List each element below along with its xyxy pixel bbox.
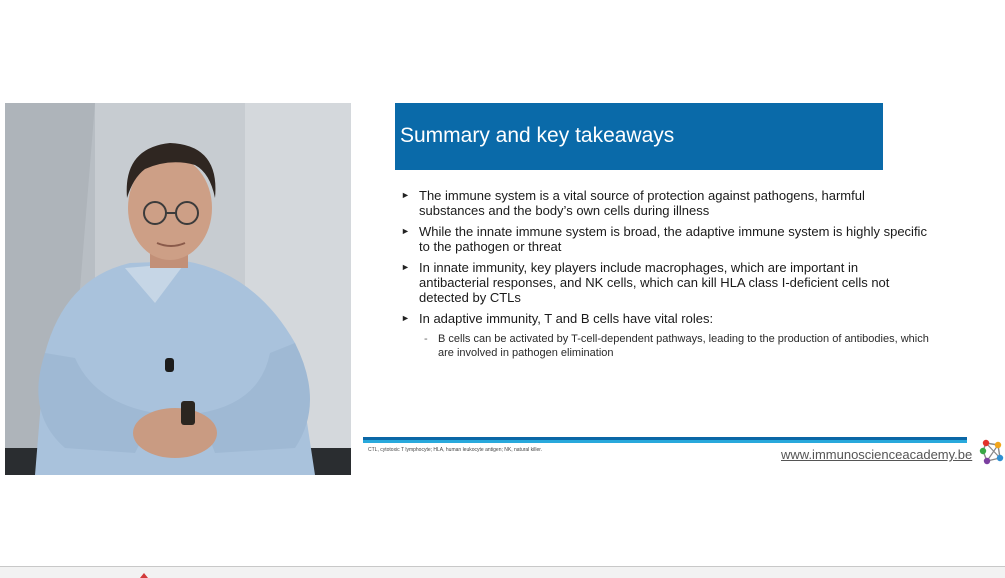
- bullet-item: [399, 260, 929, 305]
- bullet-text: In innate immunity, key players include macrophages, which are important in antibacterial responses, and NK cells, which can kill HLA class I-deficient cells not detected by CTLs: [419, 260, 890, 305]
- bullet-text: While the innate immune system is broad, the adaptive immune system is highly specific to the pathogen or threat: [419, 224, 927, 254]
- triangle-bullet-icon: ►: [401, 313, 410, 323]
- dash-bullet-icon: -: [424, 333, 428, 345]
- slide-title: Summary and key takeaways: [400, 124, 675, 147]
- website-link[interactable]: www.immunoscienceacademy.be: [781, 447, 973, 462]
- presenter-image: [5, 103, 351, 475]
- triangle-bullet-icon: ►: [401, 262, 410, 272]
- sub-bullet-item: [399, 332, 929, 360]
- footer-rule-light: [363, 440, 967, 443]
- academy-logo-icon: [978, 436, 1005, 468]
- bullet-list: [399, 188, 929, 360]
- bullet-text: The immune system is a vital source of protection against pathogens, harmful substances and the body’s own cells during illness: [419, 188, 865, 218]
- abbreviations-footnote: CTL, cytotoxic T lymphocyte; HLA, human leukocyte antigen; NK, natural killer.: [368, 447, 543, 453]
- presenter-video[interactable]: [5, 103, 351, 475]
- triangle-bullet-icon: ►: [401, 190, 410, 200]
- sub-bullet-text: B cells can be activated by T-cell-dependent pathways, leading to the production of antibodies, which are involved in pathogen elimination: [438, 333, 929, 359]
- triangle-bullet-icon: ►: [401, 226, 410, 236]
- slide-title-bar: [395, 103, 883, 170]
- progress-marker-icon[interactable]: [138, 573, 150, 578]
- bullet-item: [399, 224, 929, 254]
- bullet-text: In adaptive immunity, T and B cells have vital roles:: [419, 311, 714, 326]
- player-control-strip[interactable]: [0, 567, 1005, 578]
- bullet-item: [399, 188, 929, 218]
- bullet-item: [399, 311, 929, 326]
